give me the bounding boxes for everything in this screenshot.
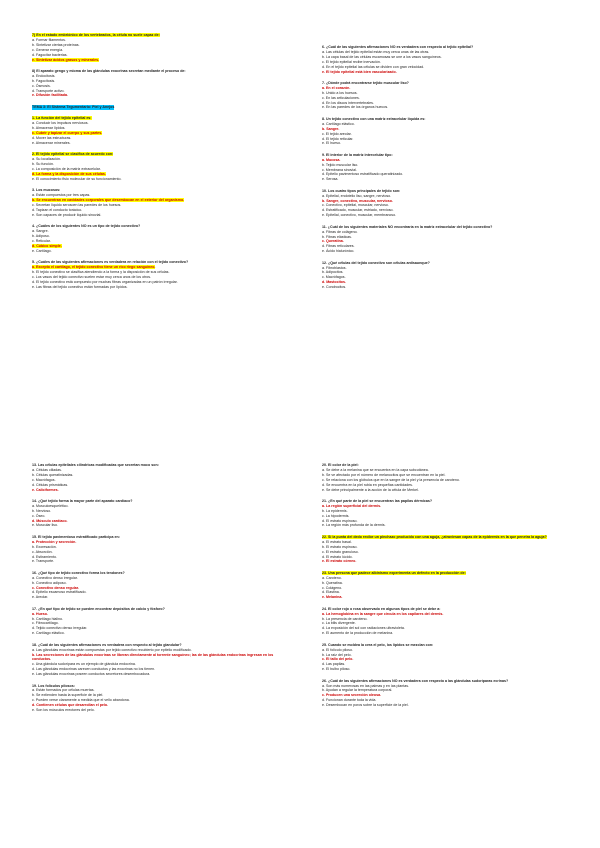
question-block	[32, 260, 284, 289]
answer-option-text: d. Epitelio escamoso estratificado.	[32, 590, 87, 595]
answer-option-correct	[32, 58, 284, 63]
answer-option-text: e. Cartílago.	[32, 248, 52, 253]
question-block	[322, 153, 574, 182]
answer-option-text: c. La bilis divergente.	[322, 621, 356, 626]
answer-option-text: e. El conocimiento fisio molecular de su funcionamiento.	[32, 176, 122, 181]
answer-option	[32, 285, 284, 290]
answer-option-text: c. Cubrir y tapizar el cuerpo y sus partes.	[32, 131, 103, 135]
answer-option-text: d. La exposición del sol con radiaciones ultravioleta.	[322, 626, 405, 631]
answer-option-text: e. Melanina.	[322, 595, 343, 600]
answer-option-text: e. El bulbo piloso.	[322, 667, 351, 672]
answer-option-text: a. Están formados por células muertas.	[32, 688, 95, 693]
answer-option	[32, 523, 284, 528]
answer-option-text: a. Están compuestos por tres capas.	[32, 193, 91, 198]
answer-option	[322, 703, 574, 708]
question-block	[32, 188, 284, 217]
answer-option-text: d. Epitelio pavimentoso estratificado queratinizado.	[322, 172, 404, 177]
question-block	[322, 499, 574, 528]
question-text: 16. ¿Qué tipo de tejido conectivo forma los tendones?	[32, 570, 125, 575]
answer-option	[32, 141, 284, 146]
answer-option-text: c. Producen una secreción oleosa.	[322, 693, 382, 698]
answer-option-text: e. Transporte.	[32, 559, 55, 564]
question-block	[32, 224, 284, 253]
answer-option-text: e. Son capaces de producir líquido sinovial.	[32, 212, 102, 217]
answer-option-text: e. Muscular liso.	[32, 523, 58, 528]
answer-option	[322, 523, 574, 528]
answer-option-correct	[322, 595, 574, 600]
answer-option-text: a. La región superficial del dermis.	[322, 503, 382, 508]
question-block	[32, 33, 284, 62]
answer-option-text: b. Fibras elásticas.	[322, 234, 352, 239]
answer-option-text: b. Exoresación.	[32, 544, 57, 549]
answer-option	[322, 105, 574, 110]
answer-option-text: a. El estrato basal.	[322, 539, 352, 544]
answer-option-text: b. Ayudan a regular la temperatura corporal.	[322, 688, 393, 693]
answer-option-text: c. Conectivo denso regular.	[32, 585, 79, 590]
answer-option	[322, 667, 574, 672]
answer-option-text: e. Se debe principalmente a la acción de la célula de Merkel.	[322, 487, 419, 492]
question-block	[32, 69, 284, 98]
answer-option-text: e. Difusión facilitada.	[32, 93, 68, 98]
answer-option-text: d. Tejido conectivo denso irregular.	[32, 626, 88, 631]
answer-option-text: a. En el corazón.	[322, 85, 351, 90]
answer-option-text: c. Generar energía.	[32, 47, 64, 52]
question-text: 22. Si la punta del dedo recibe un pinchazo producido con una aguja, ¿atraviesan capas de la epidermis en la que penetra la aguja?	[322, 534, 547, 539]
answer-option-text: a. El folículo piloso.	[322, 647, 353, 652]
answer-option-text: c. Colágeno.	[322, 585, 343, 590]
answer-option-correct	[322, 559, 574, 564]
answer-option-text: d. Elastina.	[322, 590, 340, 595]
answer-option-text: d. El estrato lúcido.	[322, 554, 353, 559]
answer-option-text: b. Fagocitosis.	[32, 78, 56, 83]
answer-option	[322, 488, 574, 493]
answer-option-text: a. Epitelial, endotelio liso, sangre, nervioso.	[322, 193, 392, 198]
answer-option	[32, 559, 284, 564]
answer-option-text: d. El tejido conectivo está compuesto por muchas fibras organizadas en un patrón irregular.	[32, 279, 178, 284]
answer-option	[32, 213, 284, 218]
answer-option-text: e. Las glándulas exocrinas poseen conductos secretores desembocadura.	[32, 672, 151, 677]
answer-option-text: a. Se debe a la melanina que se encuentra en la capa subcutánea.	[322, 467, 429, 472]
column-bottom-left	[32, 463, 284, 719]
answer-option	[322, 177, 574, 182]
answer-option	[32, 672, 284, 677]
answer-option-text: a. Endocitosis.	[32, 73, 56, 78]
answer-option-text: b. Almacenar lípidos.	[32, 126, 66, 131]
answer-option-text: c. Una glándula sudorípara es un ejemplo de glándula endocrina.	[32, 662, 136, 667]
question-block	[32, 499, 284, 528]
question-block	[322, 45, 574, 74]
answer-option-text: c. Se relaciona con los glóbulos que en la sangre de la piel y la presencia de caroteno.	[322, 477, 460, 482]
question-text: 17. ¿En qué tipo de tejido se pueden encontrar depósitos de calcio y fósforo?	[32, 606, 165, 611]
answer-option-text: a. Caroteno.	[322, 575, 342, 580]
answer-option-text: c. Reticular.	[32, 238, 51, 243]
answer-option-text: d. Funcionan durante toda la vida.	[322, 698, 377, 703]
answer-option-text: b. La epidermis.	[322, 508, 348, 513]
answer-option-text: d. Fibras reticulares.	[322, 244, 355, 249]
question-text: 24. El color rojo o rosa observado en algunos tipos de piel se debe a:	[322, 606, 441, 611]
answer-option-text: a. Fibras de colágeno.	[322, 229, 358, 234]
answer-option-text: b. Se ve afectado por el número de melanocitos que se encuentran en la piel.	[322, 472, 446, 477]
answer-option-text: c. El tejido areolar.	[322, 131, 352, 136]
section-heading: TEMA 3: El Sistema Tegumentario: Piel y Anejos	[32, 104, 115, 109]
answer-option-text: d. Fagocitar bacterias.	[32, 52, 68, 57]
answer-option-text: e. Condrocitos.	[322, 285, 347, 290]
answer-option-text: a. Su localización.	[32, 157, 61, 162]
answer-option-text: b. Conectivo adiposo.	[32, 580, 67, 585]
column-top-right	[322, 45, 574, 297]
question-text: 7) En el estado embriónico de los vertebrados, la célula no suele capaz de:	[32, 33, 160, 37]
answer-option-text: b. El estrato espinoso.	[322, 544, 358, 549]
answer-option-text: c. Membrana sinovial.	[322, 167, 357, 172]
answer-option-text: d. Las glándulas endocrinas carecen conductos y las exocrinas no los tienen.	[32, 667, 156, 672]
answer-option	[32, 708, 284, 713]
answer-option-text: a. Fibroblastos.	[322, 265, 347, 270]
answer-option-text: e. Las fibras del tejido conectivo están formadas por lípidos.	[32, 284, 128, 289]
answer-option	[322, 249, 574, 254]
answer-option-text: a. Hueso.	[32, 611, 48, 616]
answer-option-text: b. Adipocitos.	[322, 270, 344, 275]
question-text: 2. El tejido epitelial se clasifica de acuerdo con:	[32, 152, 114, 157]
question-block	[32, 463, 284, 492]
answer-option-text: a. Las glándulas exocrinas están compuestas por tejido conectivo recubierto por epitelio modificado.	[32, 647, 192, 652]
answer-option-text: e. Cartílago elástico.	[32, 631, 65, 636]
answer-option-text: c. El tallo del pelo.	[322, 657, 354, 662]
answer-option-text: b. Nervioso.	[32, 508, 52, 513]
answer-option-text: a. Musculoesquelético.	[32, 503, 69, 508]
answer-option-text: c. Óseo.	[32, 513, 46, 518]
answer-option-text: a. Protección y secreción.	[32, 539, 77, 544]
answer-option-text: c. Queratina.	[322, 239, 344, 244]
question-block	[322, 225, 574, 254]
answer-option	[322, 141, 574, 146]
question-text: 8) El aparato gengo y mioma de las glándulas exocrinas secretan mediante el proceso de:	[32, 68, 186, 73]
answer-option-text: b. Sangre.	[322, 126, 340, 131]
answer-option-text: d. Tapizan el conducto torácico.	[32, 207, 83, 212]
answer-option-text: e. Sintetizar ácidos grasos y minerales.	[32, 57, 100, 62]
answer-option-text: d. En los discos intervertebrales.	[322, 100, 374, 105]
question-text: 13. Las células epiteliales cilíndricas modificadas que secretan moco son:	[32, 463, 159, 467]
answer-option-text: c. Ósmosis.	[32, 83, 51, 88]
answer-option-text: e. Ácido hialurónico.	[322, 249, 355, 254]
answer-option	[32, 249, 284, 254]
answer-option-text: b. Tejido muscular liso.	[322, 162, 359, 167]
answer-option-text: d. La forma y la disposición de sus células.	[32, 171, 106, 176]
answer-option-text: b. La capa basal de las células escamosas se une a los vasos sanguíneos.	[322, 54, 442, 59]
question-text: 4. ¿Cuáles de los siguientes NO es un tipo de tejido conectivo?	[32, 224, 141, 229]
question-text: 18. ¿Cuál de las siguientes afirmaciones es verdadera con respecto al tejido glandular?	[32, 642, 182, 647]
question-block	[322, 571, 574, 600]
question-block	[32, 116, 284, 145]
answer-option-text: b. Adiposo.	[32, 233, 50, 238]
column-bottom-right	[322, 463, 574, 715]
answer-option-text: d. Mover las estructuras.	[32, 135, 72, 140]
answer-option-text: c. Los vasos del tejido conectivo suelen estar muy cerca unos de los otros.	[32, 274, 152, 279]
answer-option	[322, 213, 574, 218]
question-block	[32, 684, 284, 713]
answer-option-text: b. Se encuentran en cavidades corporales que desembocan en el exterior del organismo.	[32, 197, 185, 202]
answer-option-text: e. Epitelial, conectivo, muscular, membranoso.	[322, 213, 397, 218]
question-text: 6. ¿Cuál de las siguientes afirmaciones NO es verdadera con respecto al tejido epitelial?	[322, 45, 474, 49]
question-text: 21. ¿En qué parte de la piel se encuentran las papilas dérmicas?	[322, 498, 433, 503]
answer-option	[322, 285, 574, 290]
answer-option-text: b. Se extienden hasta la superficie de la piel.	[32, 693, 104, 698]
answer-option-text: c. El tejido epitelial recibe inervación.	[322, 59, 381, 64]
answer-option-text: b. Las secreciones de las glándulas exocrinas se liberan directamente al torrente sanguíneo; las de las glándulas endocrinas ingresan en los conductos.	[32, 652, 274, 662]
question-text: 9. El interior de la matriz intercelular tipo:	[322, 152, 393, 157]
answer-option-text: b. El tejido conectivo se clasifica atendiendo a la forma y la disposición de sus células.	[32, 269, 170, 274]
answer-option-text: d. Estiramiento.	[32, 554, 57, 559]
answer-option-text: c. La composición de la matriz extracelular.	[32, 166, 101, 171]
question-text: 8. Un tejido conectivo con una matriz extracelular líquida es:	[322, 116, 426, 121]
answer-option-text: a. Cartílago elástico.	[322, 121, 355, 126]
question-block	[322, 189, 574, 218]
question-block	[322, 643, 574, 672]
answer-option-text: d. Contienen células que desarrollan el pelo.	[32, 703, 109, 708]
question-text: 15. El tejido pavimentoso estratificado participa en:	[32, 534, 120, 539]
answer-option-text: a. Sangre.	[32, 229, 49, 233]
question-block	[322, 117, 574, 146]
answer-option	[32, 177, 284, 182]
answer-option-text: a. Mucosa.	[322, 157, 341, 162]
answer-option-correct	[322, 70, 574, 75]
question-text: 19. Los folículos pilosos:	[32, 683, 75, 688]
answer-option-text: c. Secretan líquido serosoen las paredes de los huesos.	[32, 202, 122, 207]
answer-option	[32, 631, 284, 636]
answer-option-text: a. Células ciliadas.	[32, 467, 62, 472]
question-block	[32, 535, 284, 564]
question-text: 20. El color de la piel:	[322, 463, 359, 467]
answer-option-text: c. Conectivo, epitelial, muscular, nervioso.	[322, 203, 389, 208]
question-block	[322, 81, 574, 110]
answer-option-text: c. La hipodermis.	[322, 513, 350, 518]
answer-option-correct	[32, 653, 284, 663]
question-block	[32, 152, 284, 181]
answer-option-text: e. La región más profunda de la dermis.	[322, 523, 386, 528]
answer-option-correct	[32, 93, 284, 98]
answer-option-text: c. Absorción.	[32, 549, 53, 554]
question-block	[322, 679, 574, 708]
question-text: 10. Los cuatro tipos principales de tejido son:	[322, 188, 401, 193]
question-text: 26. ¿Cuál de las siguientes afirmaciones NO es verdadera con respecto a las glándulas sudoríparas ecrinas?	[322, 678, 509, 683]
question-block	[32, 571, 284, 600]
answer-option-text: c. Macrófagos.	[32, 477, 56, 482]
answer-option-text: d. Cúbico simple.	[32, 243, 62, 248]
answer-option-text: b. Sintetizar ciertas proteínas.	[32, 42, 80, 47]
answer-option-text: e. El aumento de la producción de melanina.	[322, 631, 394, 636]
question-text: 14. ¿Qué tejido forma la mayor parte del aparato cardíaco?	[32, 498, 133, 503]
answer-option-text: b. Queratina.	[322, 580, 343, 585]
answer-option-text: e. En las paredes de los órganos huecos.	[322, 105, 389, 110]
answer-option-text: e. El estrato córneo.	[322, 559, 357, 564]
answer-option-text: e. El hueso.	[322, 141, 341, 146]
answer-option-text: b. La presencia de caroteno.	[322, 616, 368, 621]
question-text: 5. ¿Cuáles de las siguientes afirmaciones es verdadera en relación con el tejido conectivo?	[32, 260, 189, 265]
answer-option-text: d. Células prismáticas.	[32, 482, 69, 487]
answer-option-text: e. Caliciformes.	[32, 487, 59, 492]
answer-option-text: e. Desembocan en poros sobre la superficie de la piel.	[322, 703, 409, 708]
question-block	[322, 261, 574, 290]
answer-option-text: d. Músculo cardíaco.	[32, 518, 68, 523]
answer-option-text: c. Macrófagos.	[322, 275, 346, 280]
answer-option-text: a. Conducir los impulsos nerviosos.	[32, 121, 89, 126]
question-text: 12. ¿Qué células del tejido conectivo son células antisaunque?	[322, 260, 430, 265]
answer-option-text: d. Transporte activo.	[32, 88, 65, 93]
answer-option-text: d. Mastocitos.	[322, 280, 346, 285]
answer-option-text: c. En las articulaciones.	[322, 95, 360, 100]
question-block	[322, 535, 574, 564]
question-block	[32, 607, 284, 636]
question-line	[322, 535, 574, 540]
answer-option-text: c. Pueden verse claramente a medida que el vello abandona.	[32, 698, 130, 703]
answer-option-text: a. Excepto el cartílago, el tejido conectivo tiene un rico riego sanguíneo.	[32, 264, 156, 269]
answer-option-text: a. Son más numerosas en las palmas y en las plantas.	[322, 683, 410, 688]
answer-option-text: b. Células queratinizadas.	[32, 472, 74, 477]
answer-option-text: e. Son los músculos erectores del pelo.	[32, 708, 95, 713]
question-text: 23. Una persona que padece albinismo experimenta un defecto en la producción de:	[322, 570, 466, 575]
question-text: 1. La función del tejido epitelial es:	[32, 116, 92, 121]
question-block	[322, 463, 574, 492]
answer-option-text: a. La hemoglobina en la sangre que circula en los capilares del dermis.	[322, 611, 444, 616]
question-block	[322, 607, 574, 636]
answer-option-text: b. La raíz del pelo.	[322, 652, 352, 657]
answer-option-text: c. El estrato granuloso.	[322, 549, 359, 554]
answer-option-text: e. Serosa.	[322, 177, 339, 182]
question-text: 7. ¿Dónde podrá encontrarse tejido muscular liso?	[322, 80, 409, 85]
question-text: 11. ¿Cuál de los siguientes materiales NO encontraría en la matriz extracelular del tejido conectivo?	[322, 224, 493, 229]
answer-option-text: a. Conectivo denso irregular.	[32, 575, 78, 580]
answer-option-text: e. Almacenar minerales.	[32, 140, 71, 145]
answer-option-text: a. Las células del tejido epitelial están muy cerca unas de las otras.	[322, 49, 430, 54]
answer-option	[32, 595, 284, 600]
answer-option	[322, 631, 574, 636]
answer-option-text: b. Su función.	[32, 162, 54, 167]
question-block	[32, 643, 284, 677]
answer-option-text: d. Estratificado, muscular, estriado, nervioso.	[322, 208, 394, 213]
answer-option-correct	[32, 488, 284, 493]
answer-option-text: c. Fibrocartílago.	[32, 621, 59, 626]
answer-option-text: e. El tejido epitelial está bien vascularizado.	[322, 69, 397, 74]
answer-option-text: e. Areolar.	[32, 595, 49, 600]
question-text: 3. Los mucosos:	[32, 188, 61, 193]
answer-option-text: b. Unido a los huesos.	[322, 90, 358, 95]
answer-option-text: d. El estrato espinoso.	[322, 518, 358, 523]
answer-option-text: d. El tejido reticular.	[322, 136, 354, 141]
answer-option-text: d. Las papilas.	[322, 662, 346, 667]
answer-option-text: d. Se encuentra en la piel rubia en pequeñas cantidades.	[322, 482, 413, 487]
question-text: 25. Cuando se moldea la cera el pelo, los lípidos se mezclan con:	[322, 642, 434, 647]
answer-option-text: b. Cartílago hialino.	[32, 616, 63, 621]
column-top-left	[32, 33, 284, 296]
answer-option-text: d. En el tejido epitelial las células se dividen con gran velocidad.	[322, 64, 425, 69]
answer-option-text: a. Formar filamentos.	[32, 37, 66, 42]
answer-option-text: b. Sangre, conectivo, muscular, nervioso.	[322, 198, 393, 203]
